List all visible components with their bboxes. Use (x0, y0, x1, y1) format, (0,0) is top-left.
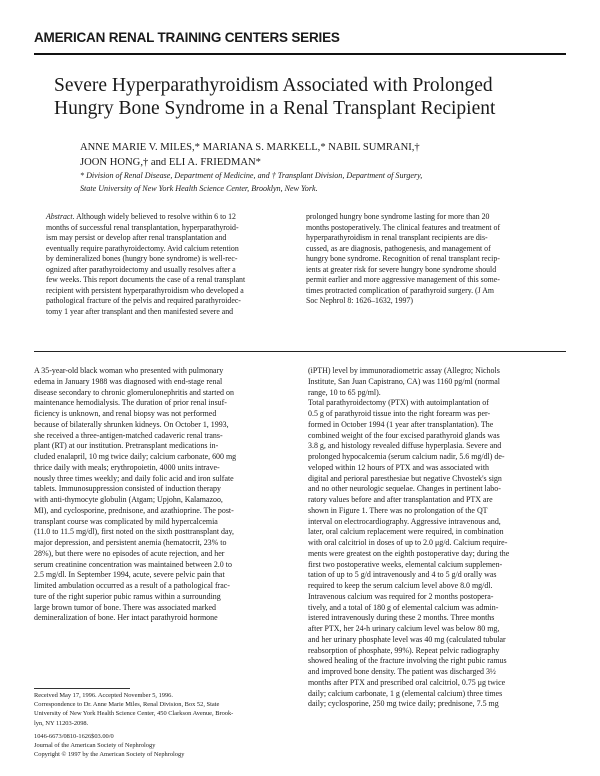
correspondence-line: University of New York Health Science Center, 450 Clarkson Avenue, Brook- (34, 710, 234, 718)
journal-line: Journal of the American Society of Nephrology (34, 742, 156, 750)
body-text-line: required to keep the serum calcium level above 8.0 mg/dl. (308, 581, 493, 590)
series-heading: AMERICAN RENAL TRAINING CENTERS SERIES (34, 30, 340, 45)
correspondence-line: Correspondence to Dr. Anne Marie Miles, Renal Division, Box 52, State (34, 701, 220, 709)
abstract-line (46, 212, 294, 223)
author-line: JOON HONG,† and ELI A. FRIEDMAN* (80, 157, 261, 168)
body-text-line: limited ambulation occurred as a result of a pathological frac- (34, 581, 230, 590)
body-text-line: interval on electrocardiography. Aggressive intravenous and, (308, 516, 501, 526)
body-text-line: daily; cyclosporine, 250 mg twice daily; prednisone, 7.5 mg (308, 699, 499, 709)
body-text-line: ments were greatest on the eighth postoperative day; during the (308, 548, 510, 558)
body-text-line: shown in Figure 1. There was no prolongation of the QT (308, 505, 488, 515)
received-note: Received May 17, 1996. Accepted November 5, 1996. (34, 692, 173, 699)
abstract-line: pathological fracture of the pelvis and required parathyroidec- (46, 296, 241, 306)
body-text-line: major depression, and persistent anemia (hematocrit, 23% to (34, 538, 227, 547)
abstract-line: times protracted complication of parathyroid surgery. (J Am (306, 285, 494, 295)
copyright-line: Copyright © 1997 by the American Society of Nephrology (34, 751, 185, 759)
body-text-line: 0.5 g of parathyroid tissue into the right forearm was per- (308, 409, 491, 418)
abstract-column-left (46, 212, 294, 317)
body-text-line: and her urinary phosphate level was 40 mg (calculated tubular (308, 634, 506, 644)
body-text-line: demineralization of bone. Her intact parathyroid hormone (34, 613, 218, 623)
issn-line: 1046-6673/0810-1626$03.00/0 (34, 732, 114, 740)
abstract-column-right (306, 212, 554, 307)
body-text-line: tively, and a total of 180 g of elemental calcium was admin- (308, 602, 499, 612)
abstract-line: ients at greater risk for severe hungry bone syndrome should (306, 264, 497, 274)
body-text-line: serum creatinine concentration was maintained between 2.0 to (34, 559, 232, 569)
body-text-line: and no other neurologic sequelae. Changes in pertinent labo- (308, 484, 501, 494)
abstract-line: tomy 1 year after transplant and then manifested severe and (46, 306, 234, 316)
body-text-line: maintenance hemodialysis. The duration of prior renal insuf- (34, 398, 227, 408)
abstract-divider (34, 351, 566, 352)
body-text-line: disease secondary to chronic glomerulonephritis and started on (34, 387, 234, 397)
abstract-label: Abstract. (46, 212, 75, 221)
body-text-line: combined weight of the four excised parathyroid glands was (308, 430, 500, 440)
article-title: Severe Hyperparathyroidism Associated with Prolonged Hungry Bone Syndrome in a Renal Transplant Recipient (54, 75, 496, 119)
body-text-line: because of bilaterally shrunken kidneys. On October 1, 1993, (34, 419, 229, 429)
body-text-line: with anti-thymocyte globulin (Atgam; Upjohn, Kalamazoo, (34, 495, 223, 504)
body-text-line: with oral calcitriol in doses of up to 2.0 μg/d. Calcium require- (308, 538, 508, 547)
body-text-line: plant (RT) at our institution. Pretransplant medications in- (34, 441, 219, 451)
body-text-line: MI), and cyclosporine, prednisone, and azathioprine. The post- (34, 505, 234, 515)
header-rule (34, 53, 566, 55)
affiliation-line: State University of New York Health Science Center, Brooklyn, New York. (80, 183, 318, 193)
body-text-line: (11.0 to 11.5 mg/dl), first noted on the sixth posttransplant day, (34, 527, 234, 537)
body-text-line: veloped within 12 hours of PTX and was associated with (308, 462, 489, 472)
abstract-line: prolonged hungry bone syndrome lasting for more than 20 (306, 212, 490, 221)
body-column-right (308, 366, 564, 710)
body-text-line: tation of up to 5 g/d intravenously and 4 to 5 g/d orally was (308, 570, 497, 580)
body-text-line: and improved bone density. The patient was discharged 3½ (308, 667, 496, 676)
abstract-line: Soc Nephrol 8: 1626–1632, 1997) (306, 296, 413, 306)
affiliation-line: * Division of Renal Disease, Department of Medicine, and † Transplant Division, Department of Surgery, (80, 171, 423, 180)
body-text-line: ture of the right superior pubic ramus within a surrounding (34, 591, 221, 601)
body-text-line: 3.8 g, and histology revealed diffuse hyperplasia. Severe and (308, 441, 502, 451)
correspondence-line: lyn, NY 11203-2098. (34, 719, 89, 727)
abstract-line: permit earlier and more aggressive management of this some- (306, 275, 500, 285)
abstract-line: ism may persist or develop after renal transplantation and (46, 233, 227, 243)
abstract-line: hyperparathyroidism in renal transplant recipients are dis- (306, 233, 488, 243)
body-text-line: showed healing of the fracture involving the right pubic ramus (308, 656, 507, 666)
body-text-line: 28%), but there were no episodes of acute rejection, and her (34, 548, 225, 558)
body-text-line: formed in October 1994 (1 year after transplantation). The (308, 419, 494, 429)
body-text-line: thrice daily with meals; erythropoietin, 4000 units intrave- (34, 462, 220, 472)
body-text-line: nously three times weekly; and daily folic acid and iron sulfate (34, 473, 234, 483)
body-text-line: digital and perioral paresthesiae but negative Chvostek's sign (308, 473, 502, 483)
abstract-line: eventually require parathyroidectomy. Avid calcium retention (46, 243, 239, 253)
body-text-line: 2.5 mg/dl. In September 1994, acute, severe pelvic pain that (34, 570, 225, 580)
body-text-line: range, 10 to 65 pg/ml). (308, 387, 381, 397)
body-text-line: istered intravenously during these 2 months. Three months (308, 613, 495, 623)
body-text-line: ratory values before and after transplantation and PTX are (308, 495, 493, 504)
body-text-line: reabsorption of phosphate, 99%). Repeat pelvic radiography (308, 645, 500, 655)
body-text-line: edema in January 1988 was diagnosed with end-stage renal (34, 376, 223, 386)
body-text-line: she received a three-antigen-matched cadaveric renal trans- (34, 430, 223, 440)
body-text-line: cluded enalapril, 10 mg twice daily; calcium carbonate, 600 mg (34, 452, 237, 461)
author-list (80, 140, 560, 170)
body-text-line: A 35-year-old black woman who presented with pulmonary (34, 366, 224, 375)
body-text-line: prolonged hypocalcemia (serum calcium nadir, 5.6 mg/dl) de- (308, 452, 505, 461)
body-text-line: ficiency is unknown, and renal biopsy was not performed (34, 409, 217, 418)
body-text-line: (iPTH) level by immunoradiometric assay (Allegro; Nichols (308, 366, 500, 375)
abstract-line: recipient with persistent hyperparathyroidism who developed a (46, 285, 244, 295)
abstract-text: Although widely believed to resolve within 6 to 12 (74, 212, 236, 221)
body-text-line: Total parathyroidectomy (PTX) with autoimplantation of (308, 398, 489, 408)
body-column-left (34, 366, 290, 624)
abstract-line: by demineralized bones (hungry bone syndrome) is well-rec- (46, 254, 238, 264)
footnotes (34, 691, 290, 759)
abstract-line: ognized after parathyroidectomy and usually resolves after a (46, 264, 236, 274)
body-text-line: large brown tumor of bone. There was associated marked (34, 602, 216, 612)
abstract-line: months of successful renal transplantation, hyperparathyroid- (46, 222, 239, 232)
body-text-line: months after PTX and prescribed oral calcitriol, 0.75 μg twice (308, 677, 506, 687)
body-text-line: first two postoperative weeks, elemental calcium supplemen- (308, 559, 503, 569)
body-text-line: Intravenous calcium was required for 2 months postopera- (308, 591, 494, 601)
abstract-line: hungry bone syndrome. Recognition of renal transplant recip- (306, 254, 500, 264)
abstract-line: few weeks. This report documents the case of a renal transplant (46, 275, 246, 285)
abstract-line: months postoperatively. The clinical features and treatment of (306, 222, 501, 232)
body-text-line: daily; calcium carbonate, 1 g (elemental calcium) three times (308, 688, 503, 698)
abstract-line: cussed, as are diagnosis, pathogenesis, and management of (306, 243, 491, 253)
author-line: ANNE MARIE V. MILES,* MARIANA S. MARKELL,* NABIL SUMRANI,† (80, 142, 420, 153)
body-text-line: tablets. Immunosuppression consisted of induction therapy (34, 484, 221, 494)
body-text-line: after PTX, her 24-h urinary calcium level was below 80 mg, (308, 624, 500, 633)
footnote-rule (34, 688, 130, 689)
affiliation (80, 170, 560, 195)
body-text-line: transplant course was complicated by mild hypercalcemia (34, 516, 218, 526)
body-text-line: later, oral calcium replacement were required, in combination (308, 527, 504, 537)
body-text-line: Institute, San Juan Capistrano, CA) was 1160 pg/ml (normal (308, 376, 500, 386)
